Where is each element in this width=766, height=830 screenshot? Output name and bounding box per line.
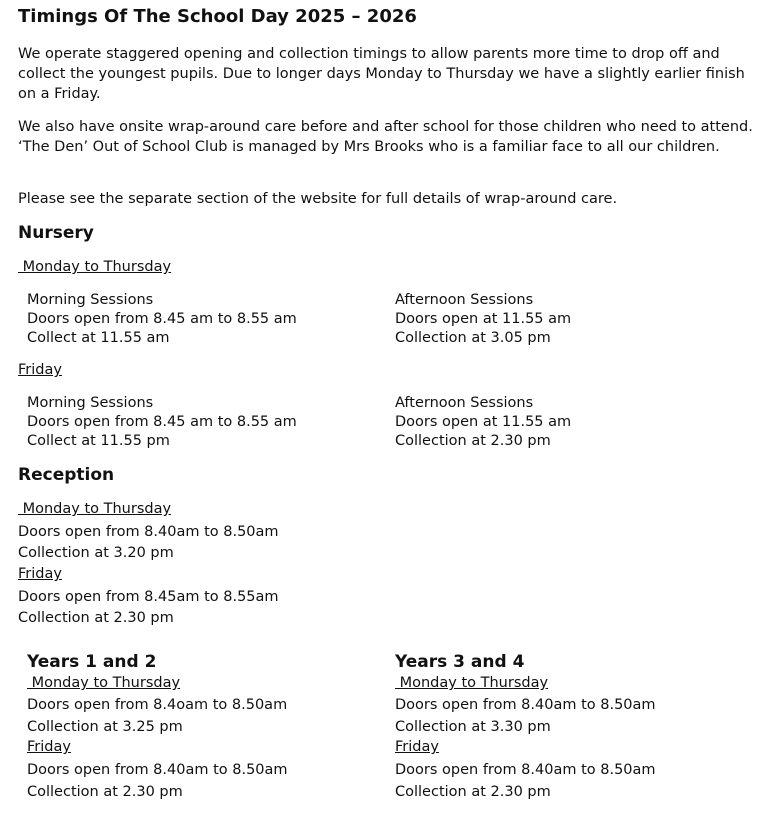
reception-fri-doors: Doors open from 8.45am to 8.55am: [18, 589, 279, 605]
years-1-2-friday-label: Friday: [27, 739, 71, 755]
years-3-4-friday-label: Friday: [395, 739, 439, 755]
intro-paragraph-2: We also have onsite wrap-around care before and after school for those children who need to attend. ‘The Den’ Out of School Club is managed by Mrs Brooks who is a familiar face to all our children.: [18, 119, 753, 155]
years-1-2-heading: Years 1 and 2: [27, 652, 157, 672]
nursery-mon-morning-title: Morning Sessions: [27, 292, 154, 308]
nursery-mon-afternoon-collect: Collection at 3.05 pm: [395, 330, 551, 346]
years-1-2-mon-collection: Collection at 3.25 pm: [27, 719, 183, 735]
years-3-4-mon-thu-label: Monday to Thursday: [395, 675, 549, 691]
years-3-4-fri-collection: Collection at 2.30 pm: [395, 784, 551, 800]
reception-fri-collection: Collection at 2.30 pm: [18, 610, 174, 626]
years-1-2-mon-thu-label: Monday to Thursday: [27, 675, 181, 691]
reception-mon-doors: Doors open from 8.40am to 8.50am: [18, 524, 279, 540]
years-3-4-heading: Years 3 and 4: [395, 652, 525, 672]
nursery-fri-afternoon-doors: Doors open at 11.55 am: [395, 414, 572, 430]
nursery-mon-afternoon-title: Afternoon Sessions: [395, 292, 534, 308]
nursery-mon-morning-collect: Collect at 11.55 am: [27, 330, 170, 346]
years-3-4-fri-doors: Doors open from 8.40am to 8.50am: [395, 762, 656, 778]
nursery-fri-afternoon-title: Afternoon Sessions: [395, 395, 534, 411]
nursery-mon-afternoon-doors: Doors open at 11.55 am: [395, 311, 572, 327]
nursery-fri-morning-doors: Doors open from 8.45 am to 8.55 am: [27, 414, 297, 430]
nursery-heading: Nursery: [18, 223, 94, 243]
years-1-2-fri-collection: Collection at 2.30 pm: [27, 784, 183, 800]
page-title: Timings Of The School Day 2025 – 2026: [18, 6, 417, 27]
reception-heading: Reception: [18, 465, 115, 485]
nursery-fri-morning-collect: Collect at 11.55 pm: [27, 433, 170, 449]
reception-mon-thu-label: Monday to Thursday: [18, 501, 172, 517]
years-1-2-fri-doors: Doors open from 8.40am to 8.50am: [27, 762, 288, 778]
nursery-fri-afternoon-collect: Collection at 2.30 pm: [395, 433, 551, 449]
nursery-mon-thu-label: Monday to Thursday: [18, 259, 172, 275]
years-3-4-mon-doors: Doors open from 8.40am to 8.50am: [395, 697, 656, 713]
intro-paragraph-3: Please see the separate section of the website for full details of wrap-around care.: [18, 191, 618, 207]
reception-friday-label: Friday: [18, 566, 62, 582]
years-1-2-mon-doors: Doors open from 8.4oam to 8.50am: [27, 697, 288, 713]
years-3-4-mon-collection: Collection at 3.30 pm: [395, 719, 551, 735]
nursery-friday-label: Friday: [18, 362, 62, 378]
nursery-mon-morning-doors: Doors open from 8.45 am to 8.55 am: [27, 311, 297, 327]
intro-paragraph-1: We operate staggered opening and collection timings to allow parents more time to drop off and collect the youngest pupils. Due to longer days Monday to Thursday we have a slightly earlier finish on a Friday.: [18, 46, 745, 102]
reception-mon-collection: Collection at 3.20 pm: [18, 545, 174, 561]
nursery-fri-morning-title: Morning Sessions: [27, 395, 154, 411]
